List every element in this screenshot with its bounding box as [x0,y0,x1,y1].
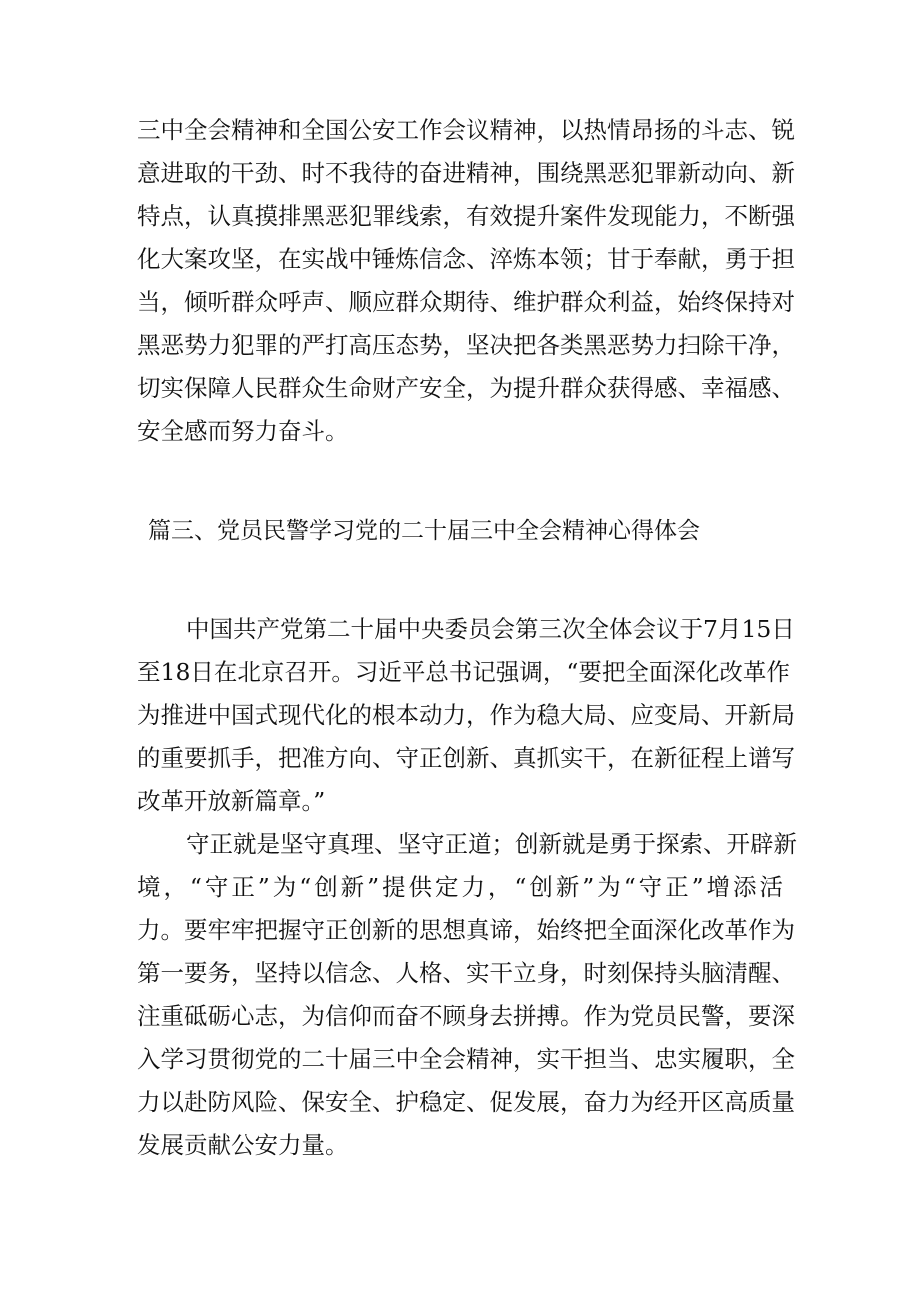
text-line: 注重砥砺心志，为信仰而奋不顾身去拼搏。作为党员民警，要深 [137,1002,795,1030]
text-line: 切实保障人民群众生命财产安全，为提升群众获得感、幸福感、 [137,374,795,402]
text-line: 改革开放新篇章。” [137,787,326,815]
text-line: 中国共产党第二十届中央委员会第三次全体会议于7月15日 [186,615,795,643]
text-line: 意进取的干劲、时不我待的奋进精神，围绕黑恶犯罪新动向、新 [137,159,795,187]
text-line: 为推进中国式现代化的根本动力，作为稳大局、应变局、开新局 [137,701,795,729]
text-line: 当，倾听群众呼声、顺应群众期待、维护群众利益，始终保持对 [137,288,795,316]
text-line: 守正就是坚守真理、坚守正道；创新就是勇于探索、开辟新 [186,830,797,858]
section-heading: 篇三、党员民警学习党的二十届三中全会精神心得体会 [148,518,700,544]
text-line: 境，“守正”为“创新”提供定力，“创新”为“守正”增添活 [137,873,783,901]
text-line: 特点，认真摸排黑恶犯罪线索，有效提升案件发现能力，不断强 [137,202,795,230]
text-line: 的重要抓手，把准方向、守正创新、真抓实干，在新征程上谱写 [137,744,795,772]
text-line: 入学习贯彻党的二十届三中全会精神，实干担当、忠实履职，全 [137,1045,795,1073]
text-line: 力。要牢牢把握守正创新的思想真谛，始终把全面深化改革作为 [137,916,795,944]
text-line: 三中全会精神和全国公安工作会议精神，以热情昂扬的斗志、锐 [137,116,795,144]
text-line: 发展贡献公安力量。 [137,1131,349,1159]
text-line: 安全感而努力奋斗。 [137,417,349,445]
text-line: 化大案攻坚，在实战中锤炼信念、淬炼本领；甘于奉献，勇于担 [137,245,795,273]
text-line: 至18日在北京召开。习近平总书记强调，“要把全面深化改革作 [137,658,790,686]
text-line: 力以赴防风险、保安全、护稳定、促发展，奋力为经开区高质量 [137,1088,795,1116]
text-line: 第一要务，坚持以信念、人格、实干立身，时刻保持头脑清醒、 [137,959,795,987]
text-line: 黑恶势力犯罪的严打高压态势，坚决把各类黑恶势力扫除干净， [137,331,795,359]
